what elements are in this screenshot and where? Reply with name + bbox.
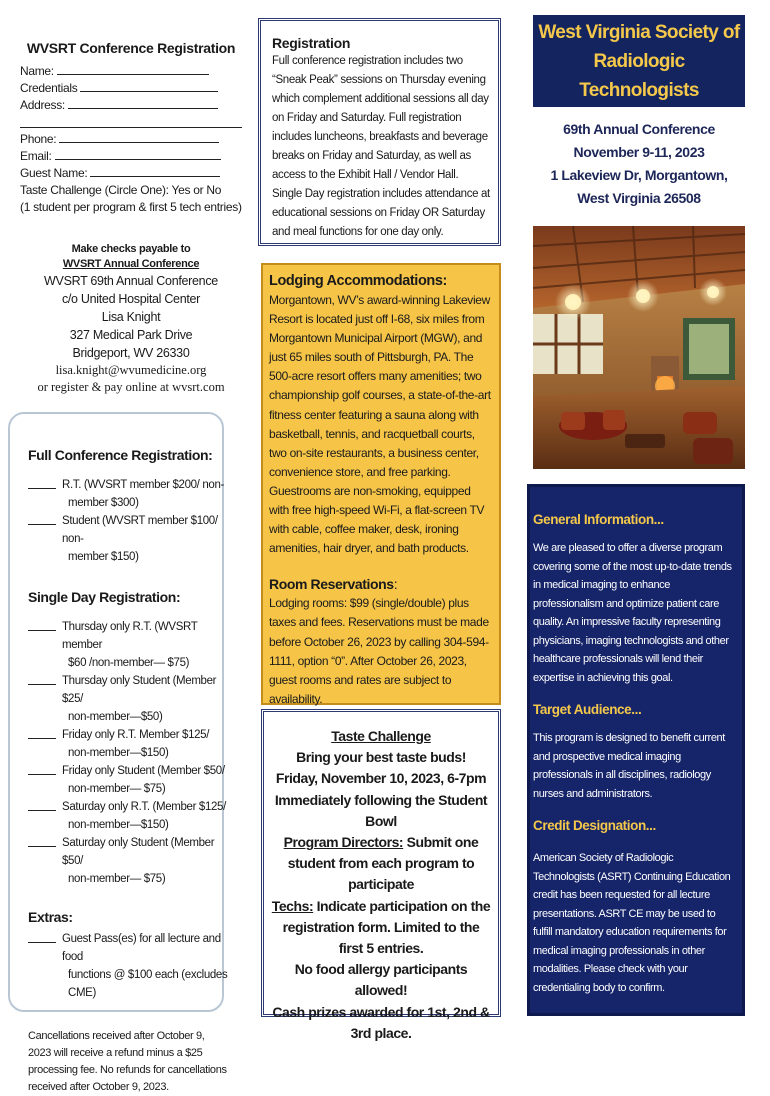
single-day-option-text <box>62 672 228 726</box>
checkbox-blank[interactable] <box>28 618 56 631</box>
program-directors-instruction <box>270 832 492 896</box>
mail-address-line: 327 Medical Park Drive <box>69 328 193 342</box>
phone-field[interactable] <box>20 131 242 148</box>
credit-designation-body: American Society of Radiologic Technologists (ASRT) Continuing Education credit has been requested for all lecture presentations. ASRT CE may be used to fulfill mandatory education requirements for medical imaging professionals in other modalities. Please check with your credentialing body to confirm. <box>533 852 731 994</box>
checks-heading: Make checks payable to <box>71 243 191 255</box>
extras-option[interactable] <box>28 930 228 1002</box>
mail-address-line: WVSRT 69th Annual Conference <box>44 274 218 288</box>
registration-form-title: WVSRT Conference Registration <box>26 40 236 56</box>
single-day-option[interactable] <box>28 618 228 672</box>
room-reservations-title: Room Reservations <box>269 576 394 593</box>
extras-option-line: functions @ $100 each (excludes <box>68 969 228 981</box>
cancellation-policy: Cancellations received after October 9, 2023 will receive a refund minus a $25 processing fee. No refunds for cancellations received after October 9, 2023. <box>28 1030 227 1093</box>
taste-challenge-timing: Immediately following the Student Bowl <box>274 791 488 829</box>
single-day-option-text <box>62 726 228 762</box>
single-day-option-line: non-member— $75) <box>68 783 166 795</box>
single-day-option-line: non-member—$150) <box>68 819 169 831</box>
checkbox-blank[interactable] <box>28 726 56 739</box>
target-audience-title: Target Audience... <box>533 702 642 717</box>
address-field[interactable] <box>20 97 242 114</box>
target-audience-body: This program is designed to benefit current and prospective medical imaging professionals in all disciplines, radiology nurses and administrators. <box>533 732 725 800</box>
registration-info-box <box>258 18 501 246</box>
society-header <box>533 15 745 107</box>
credit-designation-title: Credit Designation... <box>533 818 656 833</box>
phone-label: Phone: <box>20 132 57 146</box>
room-reservations-heading <box>269 574 493 594</box>
conference-dates: November 9-11, 2023 <box>573 144 705 160</box>
full-registration-option-text <box>62 512 228 566</box>
single-day-option[interactable] <box>28 726 228 762</box>
single-day-option-line: Friday only R.T. Member $125/ <box>62 729 210 741</box>
single-day-option-line: Saturday only Student (Member $50/ <box>62 837 215 867</box>
checkbox-blank[interactable] <box>28 476 56 489</box>
conference-edition: 69th Annual Conference <box>563 121 715 137</box>
taste-challenge-box <box>261 709 501 1041</box>
conference-address-state: West Virginia 26508 <box>577 190 701 206</box>
full-registration-option-line: member $150) <box>68 551 139 563</box>
lodging-box <box>261 263 501 705</box>
mail-address-line: Bridgeport, WV 26330 <box>72 346 190 360</box>
full-registration-option-text <box>62 476 228 512</box>
lobby-illustration <box>533 226 745 469</box>
program-directors-text: Submit one student from each program to participate <box>287 834 479 893</box>
cash-prizes-notice: Cash prizes awarded for 1st, 2nd & 3rd place. <box>272 1003 490 1041</box>
single-day-option[interactable] <box>28 672 228 726</box>
lodging-title: Lodging Accommodations: <box>269 273 447 289</box>
extras-option-text <box>62 930 228 1002</box>
single-day-option-text <box>62 834 228 888</box>
single-day-option-text <box>62 762 228 798</box>
extras-option-line: CME) <box>68 987 96 999</box>
checkbox-blank[interactable] <box>28 834 56 847</box>
single-day-option-line: Saturday only R.T. (Member $125/ <box>62 801 226 813</box>
society-name: West Virginia Society of Radiologic Technologists <box>538 21 740 101</box>
program-directors-label: Program Directors: <box>283 834 404 851</box>
fees-panel <box>28 446 228 1096</box>
checkbox-blank[interactable] <box>28 798 56 811</box>
checkbox-blank[interactable] <box>28 672 56 685</box>
guest-name-field[interactable] <box>20 165 242 182</box>
registration-info-title: Registration <box>272 35 351 51</box>
checkbox-blank[interactable] <box>28 930 56 943</box>
online-registration-note: or register & pay online at wvsrt.com <box>37 380 225 394</box>
full-registration-option[interactable] <box>28 476 228 512</box>
techs-text: Indicate participation on the registration form. Limited to the first 5 entries. <box>282 897 491 957</box>
full-conference-heading: Full Conference Registration: <box>28 447 213 463</box>
single-day-option[interactable] <box>28 762 228 798</box>
address-label: Address: <box>20 98 65 112</box>
single-day-option[interactable] <box>28 834 228 888</box>
single-day-option-line: Thursday only R.T. (WVSRT member <box>62 621 198 651</box>
email-label: Email: <box>20 149 52 163</box>
conference-address-street: 1 Lakeview Dr, Morgantown, <box>550 167 728 183</box>
single-day-option-line: Thursday only Student (Member $25/ <box>62 675 217 705</box>
resort-lobby-photo <box>533 226 745 469</box>
single-day-option-text <box>62 798 228 834</box>
single-day-option-line: non-member—$50) <box>68 711 163 723</box>
general-information-title: General Information... <box>533 512 664 527</box>
room-reservations-colon: : <box>393 576 398 593</box>
single-day-option-line: Friday only Student (Member $50/ <box>62 765 225 777</box>
food-allergy-notice: No food allergy participants allowed! <box>294 961 468 999</box>
taste-challenge-limit: (1 student per program & first 5 tech entries) <box>20 200 242 214</box>
mail-address-line: Lisa Knight <box>101 310 161 324</box>
name-field[interactable] <box>20 63 242 80</box>
extras-heading: Extras: <box>28 909 73 925</box>
full-registration-option-line: member $300) <box>68 497 139 509</box>
registration-info-body: Full conference registration includes two “Sneak Peak” sessions on Thursday evening which complement additional sessions all day on Friday and Saturday. Full registration includes luncheons, breakfasts and beverage breaks on Friday and Saturday, as well as access to the Exhibit Hall / Vendor Hall. Single Day registration includes attendance at educational sessions on Friday OR Saturday and meal functions for one day only. <box>272 55 490 238</box>
credentials-field[interactable] <box>20 80 242 97</box>
checkbox-blank[interactable] <box>28 762 56 775</box>
single-day-option[interactable] <box>28 798 228 834</box>
full-registration-option-line: R.T. (WVSRT member $200/ non- <box>62 479 224 491</box>
full-registration-option[interactable] <box>28 512 228 566</box>
taste-challenge-choice[interactable]: Taste Challenge (Circle One): Yes or No <box>20 183 222 197</box>
taste-challenge-title: Taste Challenge <box>331 728 431 744</box>
single-day-heading: Single Day Registration: <box>28 589 181 605</box>
name-label: Name: <box>20 64 54 78</box>
email-field[interactable] <box>20 148 242 165</box>
techs-label: Techs: <box>271 897 314 914</box>
single-day-option-line: non-member— $75) <box>68 873 166 885</box>
single-day-option-line: non-member—$150) <box>68 747 169 759</box>
taste-challenge-tagline: Bring your best taste buds! <box>296 749 466 766</box>
lodging-body: Morgantown, WV’s award-winning Lakeview Resort is located just off I-68, six miles from Morgantown Municipal Airport (MGW), and just 65 miles south of Pittsburgh, PA. The 500-acre resort offers many amenities; two championship golf courses, a state-of-the-art fitness center featuring a sauna along with basketball, tennis, and racquetball courts, two on-site restaurants, a business center, convenience store, and free parking. Guestrooms are non-smoking, equipped with free high-speed Wi-Fi, a flat-screen TV with cable, coffee maker, desk, ironing amenities, hair dryer, and bath products. <box>269 293 491 556</box>
contact-email[interactable]: lisa.knight@wvumedicine.org <box>55 363 207 377</box>
techs-instruction <box>270 896 492 960</box>
conference-details <box>528 118 750 210</box>
credentials-label: Credentials <box>20 81 78 95</box>
checks-payee: WVSRT Annual Conference <box>62 258 200 270</box>
extras-option-line: Guest Pass(es) for all lecture and food <box>62 933 221 963</box>
full-registration-option-line: Student (WVSRT member $100/ non- <box>62 515 218 545</box>
single-day-option-text <box>62 618 228 672</box>
general-information-body: We are pleased to offer a diverse program covering some of the most up-to-date trends in medical imaging to enhance professionalism and optimize patient care quality. An impressive faculty representing physicians, imaging technologists and other healthcare professionals will lend their expertise in achieving this goal. <box>533 542 732 684</box>
registration-form <box>20 40 242 396</box>
room-reservations-body: Lodging rooms: $99 (single/double) plus taxes and fees. Reservations must be made before October 26, 2023 by calling 304-594-1111, option “0”. After October 26, 2023, guest rooms and rates are subject to availability. <box>269 596 489 706</box>
checkbox-blank[interactable] <box>28 512 56 525</box>
mail-address-line: c/o United Hospital Center <box>61 292 201 306</box>
information-panel <box>527 484 745 1016</box>
guest-name-label: Guest Name: <box>20 166 88 180</box>
single-day-option-line: $60 /non-member— $75) <box>68 657 190 669</box>
payment-instructions <box>20 242 242 396</box>
taste-challenge-date: Friday, November 10, 2023, 6-7pm <box>275 770 487 787</box>
address-line-2[interactable] <box>20 114 242 128</box>
